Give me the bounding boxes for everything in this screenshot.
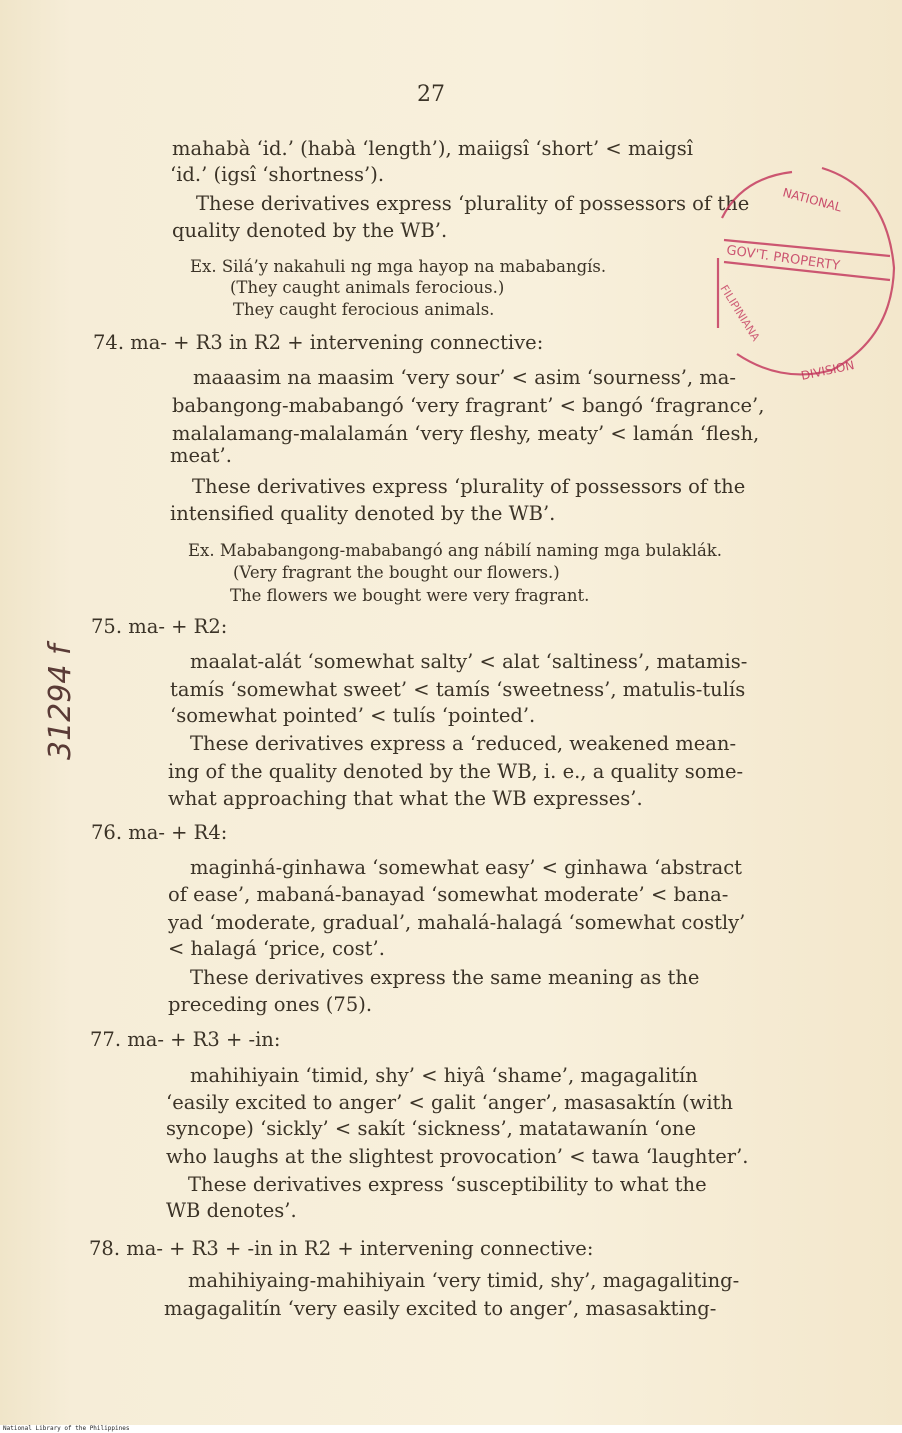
text-line: (They caught animals ferocious.) [230,278,505,297]
text-line: maaasim na maasim ‘very sour’ < asim ‘sourness’, ma- [193,366,737,389]
text-line: ‘easily excited to anger’ < galit ‘anger’, masasaktín (with [166,1091,733,1114]
text-line: ing of the quality denoted by the WB, i. e., a quality some- [168,760,744,783]
text-line: yad ‘moderate, gradual’, mahalá-halagá ‘somewhat costly’ [168,911,746,934]
text-line: These derivatives express a ‘reduced, weakened mean- [190,732,737,755]
page-number: 27 [417,82,445,107]
text-line: maalat-alát ‘somewhat salty’ < alat ‘saltiness’, matamis- [190,650,748,673]
stamp-left-text: FILIPINIANA [717,282,763,344]
stamp-bottom-text: DIVISION [799,357,856,383]
text-line: babangong-mababangó ‘very fragrant’ < bangó ‘fragrance’, [172,394,765,417]
handwritten-margin-note [26,610,86,760]
text-line: mahabà ‘id.’ (habà ‘length’), maiigsî ‘short’ < maigsî [172,137,694,160]
text-line: These derivatives express ‘susceptibility to what the [188,1173,707,1196]
text-line: syncope) ‘sickly’ < sakít ‘sickness’, matatawanín ‘one [166,1117,696,1140]
text-line: These derivatives express ‘plurality of possessors of the [196,192,750,215]
text-line: mahihiyain ‘timid, shy’ < hiyâ ‘shame’, magagalitín [190,1064,698,1087]
text-line: The flowers we bought were very fragrant. [230,586,590,605]
text-line: Ex. Mababangong-mababangó ang nábilí naming mga bulaklák. [188,541,723,560]
stamp-top-text: NATIONAL [781,185,844,215]
text-line: preceding ones (75). [168,993,373,1016]
text-line: These derivatives express ‘plurality of possessors of the [192,475,746,498]
footer-credit: National Library of the Philippines [0,1425,902,1433]
margin-note-text: 31294 f [43,644,78,760]
text-line: what approaching that what the WB expresses’. [168,787,643,810]
text-line: < halagá ‘price, cost’. [168,937,385,960]
stamp-middle-text: GOV'T. PROPERTY [725,243,841,274]
text-line: 75. ma- + R2: [91,615,228,638]
text-line: 78. ma- + R3 + -in in R2 + intervening connective: [89,1237,594,1260]
text-line: 74. ma- + R3 in R2 + intervening connective: [93,331,544,354]
text-line: (Very fragrant the bought our flowers.) [233,563,560,582]
text-line: WB denotes’. [166,1199,297,1222]
text-line: ‘id.’ (igsî ‘shortness’). [170,163,385,186]
text-line: They caught ferocious animals. [233,300,495,319]
text-line: These derivatives express the same meaning as the [190,966,700,989]
library-stamp [712,158,898,384]
text-line: meat’. [170,444,232,467]
text-line: mahihiyaing-mahihiyain ‘very timid, shy’, magagaliting- [188,1269,740,1292]
text-line: ‘somewhat pointed’ < tulís ‘pointed’. [170,704,536,727]
text-line: intensified quality denoted by the WB’. [170,502,556,525]
text-line: 77. ma- + R3 + -in: [90,1028,281,1051]
text-line: magagalitín ‘very easily excited to anger’, masasakting- [164,1297,717,1320]
text-line: who laughs at the slightest provocation’ < tawa ‘laughter’. [166,1145,749,1168]
text-line: Ex. Silá’y nakahuli ng mga hayop na mababangís. [190,257,607,276]
text-line: malalamang-malalamán ‘very fleshy, meaty’ < lamán ‘flesh, [172,422,760,445]
text-line: quality denoted by the WB’. [172,219,448,242]
text-line: of ease’, mabaná-banayad ‘somewhat moderate’ < bana- [168,883,729,906]
text-line: 76. ma- + R4: [91,821,228,844]
text-line: tamís ‘somewhat sweet’ < tamís ‘sweetness’, matulis-tulís [170,678,746,701]
text-line: maginhá-ginhawa ‘somewhat easy’ < ginhawa ‘abstract [190,856,742,879]
